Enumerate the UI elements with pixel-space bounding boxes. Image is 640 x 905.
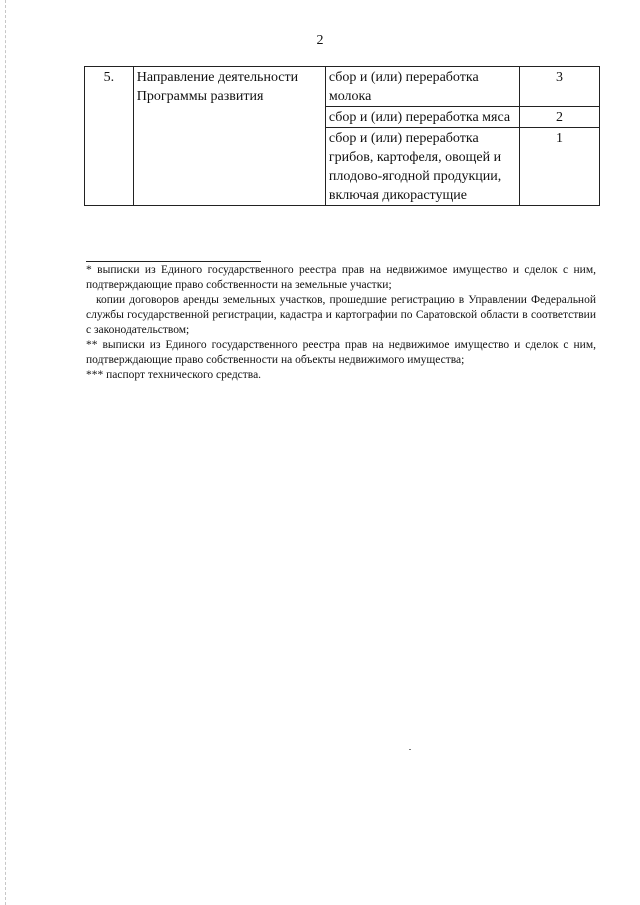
item-cell: сбор и (или) переработка мяса	[325, 107, 519, 128]
table-row	[85, 67, 600, 107]
score-cell: 3	[520, 67, 600, 107]
item-cell: сбор и (или) переработка молока	[325, 67, 519, 107]
criteria-table	[84, 66, 600, 206]
scan-edge-mark	[5, 0, 6, 905]
footnote-separator	[86, 261, 261, 262]
footnote: * выписки из Единого государственного реестра прав на недвижимое имущество и сделок с ним, подтверждающие право собственности на земельные участки;	[86, 264, 596, 291]
item-cell: сбор и (или) переработка грибов, картофеля, овощей и плодово-ягодной продукции, включая дикорастущие	[325, 128, 519, 206]
footnotes	[86, 263, 596, 383]
score-cell: 1	[520, 128, 600, 206]
score-cell: 2	[520, 107, 600, 128]
row-number-cell: 5.	[85, 67, 134, 206]
footnote: копии договоров аренды земельных участков, прошедшие регистрацию в Управлении Федеральной службы государственной регистрации, кадастра и картографии по Саратовской области в соответствии с законодательством;	[86, 294, 596, 336]
footnote: ** выписки из Единого государственного реестра прав на недвижимое имущество и сделок с ним, подтверждающие право собственности на объекты недвижимого имущества;	[86, 339, 596, 366]
page-number: 2	[316, 33, 324, 48]
criterion-cell: Направление деятельности Программы развития	[133, 67, 325, 206]
footnote: *** паспорт технического средства.	[86, 369, 262, 381]
scan-speck	[409, 749, 411, 750]
